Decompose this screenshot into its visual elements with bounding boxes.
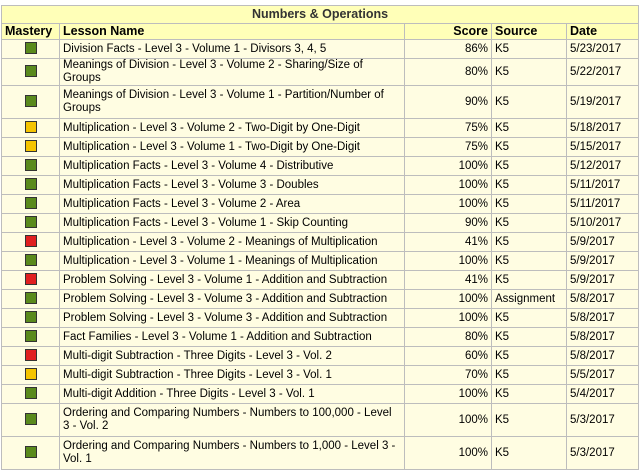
date-cell: 5/3/2017 — [567, 437, 639, 470]
lesson-name-cell: Multiplication Facts - Level 3 - Volume 4 - Distributive — [60, 157, 405, 176]
mastery-cell — [2, 366, 60, 385]
mastery-cell — [2, 59, 60, 86]
mastery-green-indicator — [25, 292, 37, 304]
header-row — [2, 24, 639, 40]
table-row — [2, 366, 639, 385]
score-cell: 100% — [405, 437, 492, 470]
date-cell: 5/8/2017 — [567, 309, 639, 328]
score-cell: 75% — [405, 119, 492, 138]
source-cell: Assignment — [492, 290, 567, 309]
source-cell: K5 — [492, 214, 567, 233]
mastery-cell — [2, 195, 60, 214]
score-cell: 100% — [405, 157, 492, 176]
score-cell: 100% — [405, 176, 492, 195]
source-cell: K5 — [492, 233, 567, 252]
lesson-name-cell: Fact Families - Level 3 - Volume 1 - Addition and Subtraction — [60, 328, 405, 347]
lesson-name-cell: Multi-digit Subtraction - Three Digits - Level 3 - Vol. 2 — [60, 347, 405, 366]
mastery-cell — [2, 290, 60, 309]
mastery-green-indicator — [25, 254, 37, 266]
mastery-green-indicator — [25, 95, 37, 107]
date-cell: 5/5/2017 — [567, 366, 639, 385]
table-row — [2, 40, 639, 59]
lesson-name-cell: Multi-digit Addition - Three Digits - Level 3 - Vol. 1 — [60, 385, 405, 404]
mastery-red-indicator — [25, 349, 37, 361]
table-row — [2, 385, 639, 404]
mastery-cell — [2, 404, 60, 437]
source-cell: K5 — [492, 176, 567, 195]
score-cell: 75% — [405, 138, 492, 157]
lesson-name-cell: Multi-digit Subtraction - Three Digits - Level 3 - Vol. 1 — [60, 366, 405, 385]
mastery-cell — [2, 214, 60, 233]
mastery-cell — [2, 233, 60, 252]
mastery-header: Mastery — [2, 24, 60, 40]
lesson-name-cell: Multiplication Facts - Level 3 - Volume 1 - Skip Counting — [60, 214, 405, 233]
table-row — [2, 328, 639, 347]
mastery-cell — [2, 328, 60, 347]
mastery-cell — [2, 86, 60, 119]
date-cell: 5/10/2017 — [567, 214, 639, 233]
date-cell: 5/4/2017 — [567, 385, 639, 404]
lesson-name-cell: Problem Solving - Level 3 - Volume 1 - Addition and Subtraction — [60, 271, 405, 290]
score-cell: 100% — [405, 309, 492, 328]
mastery-green-indicator — [25, 446, 37, 458]
date-cell: 5/19/2017 — [567, 86, 639, 119]
mastery-green-indicator — [25, 178, 37, 190]
table-title: Numbers & Operations — [2, 6, 639, 24]
mastery-yellow-indicator — [25, 140, 37, 152]
score-cell: 60% — [405, 347, 492, 366]
date-cell: 5/3/2017 — [567, 404, 639, 437]
lesson-name-cell: Multiplication - Level 3 - Volume 1 - Two-Digit by One-Digit — [60, 138, 405, 157]
lesson-name-cell: Multiplication - Level 3 - Volume 2 - Meanings of Multiplication — [60, 233, 405, 252]
date-cell: 5/11/2017 — [567, 176, 639, 195]
date-cell: 5/9/2017 — [567, 252, 639, 271]
score-header: Score — [405, 24, 492, 40]
mastery-green-indicator — [25, 197, 37, 209]
date-cell: 5/8/2017 — [567, 347, 639, 366]
numbers-operations-table — [1, 5, 639, 470]
table-row — [2, 347, 639, 366]
date-cell: 5/22/2017 — [567, 59, 639, 86]
mastery-green-indicator — [25, 216, 37, 228]
mastery-green-indicator — [25, 159, 37, 171]
source-cell: K5 — [492, 366, 567, 385]
source-cell: K5 — [492, 157, 567, 176]
lesson-name-header: Lesson Name — [60, 24, 405, 40]
mastery-red-indicator — [25, 273, 37, 285]
score-cell: 100% — [405, 290, 492, 309]
mastery-cell — [2, 176, 60, 195]
table-row — [2, 252, 639, 271]
lesson-name-cell: Division Facts - Level 3 - Volume 1 - Divisors 3, 4, 5 — [60, 40, 405, 59]
source-cell: K5 — [492, 119, 567, 138]
source-header: Source — [492, 24, 567, 40]
date-cell: 5/12/2017 — [567, 157, 639, 176]
lesson-name-cell: Problem Solving - Level 3 - Volume 3 - Addition and Subtraction — [60, 309, 405, 328]
mastery-cell — [2, 40, 60, 59]
mastery-red-indicator — [25, 235, 37, 247]
score-cell: 100% — [405, 195, 492, 214]
lesson-name-cell: Ordering and Comparing Numbers - Numbers to 1,000 - Level 3 - Vol. 1 — [60, 437, 405, 470]
date-cell: 5/8/2017 — [567, 328, 639, 347]
lesson-name-cell: Meanings of Division - Level 3 - Volume 2 - Sharing/Size of Groups — [60, 59, 405, 86]
table-row — [2, 138, 639, 157]
date-cell: 5/8/2017 — [567, 290, 639, 309]
lesson-name-cell: Multiplication Facts - Level 3 - Volume 3 - Doubles — [60, 176, 405, 195]
date-header: Date — [567, 24, 639, 40]
mastery-cell — [2, 157, 60, 176]
source-cell: K5 — [492, 347, 567, 366]
source-cell: K5 — [492, 138, 567, 157]
table-row — [2, 309, 639, 328]
lesson-name-cell: Multiplication Facts - Level 3 - Volume 2 - Area — [60, 195, 405, 214]
mastery-cell — [2, 252, 60, 271]
date-cell: 5/18/2017 — [567, 119, 639, 138]
source-cell: K5 — [492, 437, 567, 470]
table-row — [2, 404, 639, 437]
date-cell: 5/9/2017 — [567, 271, 639, 290]
mastery-green-indicator — [25, 387, 37, 399]
lesson-name-cell: Problem Solving - Level 3 - Volume 3 - Addition and Subtraction — [60, 290, 405, 309]
table-row — [2, 195, 639, 214]
score-cell: 80% — [405, 328, 492, 347]
date-cell: 5/23/2017 — [567, 40, 639, 59]
mastery-cell — [2, 347, 60, 366]
score-cell: 100% — [405, 252, 492, 271]
table-row — [2, 59, 639, 86]
score-cell: 100% — [405, 385, 492, 404]
source-cell: K5 — [492, 86, 567, 119]
source-cell: K5 — [492, 195, 567, 214]
mastery-cell — [2, 138, 60, 157]
source-cell: K5 — [492, 309, 567, 328]
score-cell: 100% — [405, 404, 492, 437]
score-cell: 86% — [405, 40, 492, 59]
score-cell: 80% — [405, 59, 492, 86]
table-row — [2, 233, 639, 252]
date-cell: 5/9/2017 — [567, 233, 639, 252]
source-cell: K5 — [492, 59, 567, 86]
mastery-green-indicator — [25, 65, 37, 77]
lesson-name-cell: Multiplication - Level 3 - Volume 2 - Two-Digit by One-Digit — [60, 119, 405, 138]
date-cell: 5/11/2017 — [567, 195, 639, 214]
score-cell: 90% — [405, 214, 492, 233]
mastery-green-indicator — [25, 311, 37, 323]
score-cell: 70% — [405, 366, 492, 385]
mastery-green-indicator — [25, 42, 37, 54]
source-cell: K5 — [492, 404, 567, 437]
score-cell: 41% — [405, 271, 492, 290]
mastery-cell — [2, 309, 60, 328]
mastery-green-indicator — [25, 413, 37, 425]
mastery-cell — [2, 385, 60, 404]
source-cell: K5 — [492, 328, 567, 347]
source-cell: K5 — [492, 271, 567, 290]
mastery-cell — [2, 119, 60, 138]
source-cell: K5 — [492, 252, 567, 271]
table-row — [2, 157, 639, 176]
lesson-name-cell: Multiplication - Level 3 - Volume 1 - Meanings of Multiplication — [60, 252, 405, 271]
table-row — [2, 86, 639, 119]
table-row — [2, 290, 639, 309]
table-row — [2, 271, 639, 290]
lesson-name-cell: Meanings of Division - Level 3 - Volume 1 - Partition/Number of Groups — [60, 86, 405, 119]
mastery-yellow-indicator — [25, 121, 37, 133]
lesson-name-cell: Ordering and Comparing Numbers - Numbers to 100,000 - Level 3 - Vol. 2 — [60, 404, 405, 437]
table-row — [2, 119, 639, 138]
score-cell: 90% — [405, 86, 492, 119]
mastery-cell — [2, 271, 60, 290]
source-cell: K5 — [492, 385, 567, 404]
table-body — [2, 40, 639, 470]
mastery-green-indicator — [25, 330, 37, 342]
report-container — [1, 5, 638, 470]
score-cell: 41% — [405, 233, 492, 252]
table-row — [2, 214, 639, 233]
mastery-yellow-indicator — [25, 368, 37, 380]
source-cell: K5 — [492, 40, 567, 59]
table-row — [2, 176, 639, 195]
date-cell: 5/15/2017 — [567, 138, 639, 157]
